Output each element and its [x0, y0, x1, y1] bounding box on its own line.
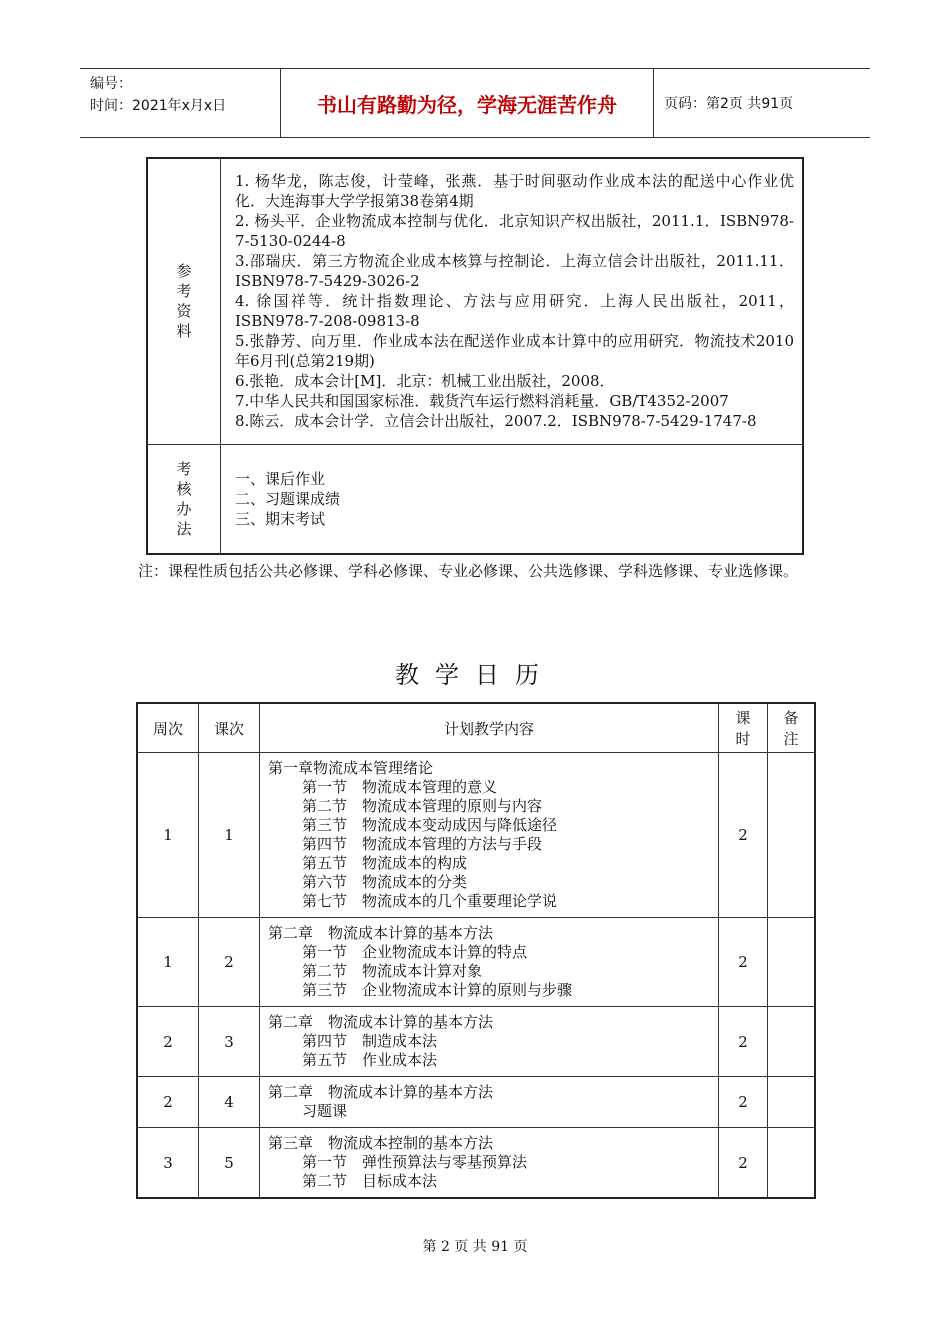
number-label: 编号：: [90, 76, 132, 92]
reference-item: 3.邵瑞庆．第三方物流企业成本核算与控制论．上海立信会计出版社，2011.11．ISBN978-7-5429-3026-2: [235, 252, 794, 291]
reference-item: 8.陈云．成本会计学．立信会计出版社，2007.2．ISBN978-7-5429-1747-8: [235, 412, 757, 431]
chapter-title: 第三章 物流成本控制的基本方法: [268, 1134, 494, 1152]
content-cell: [260, 1007, 719, 1077]
section-item: 第二节 物流成本计算对象: [302, 962, 483, 980]
section-item: 第三节 物流成本变动成因与降低途径: [302, 816, 558, 834]
calendar-title: 教学日历: [395, 661, 555, 689]
page-footer: 第 2 页 共 91 页: [422, 1239, 528, 1255]
section-item: 第二节 目标成本法: [302, 1172, 438, 1190]
week-cell: 1: [137, 918, 199, 1007]
hours-cell: 2: [719, 1128, 768, 1199]
week-cell: 2: [137, 1077, 199, 1128]
assessment-item: 三、期末考试: [235, 509, 326, 528]
section-item: 第四节 物流成本管理的方法与手段: [302, 835, 543, 853]
references-label-text: 参 考 资 料: [176, 262, 192, 341]
assessment-list: [221, 444, 804, 554]
section-item: 第一节 企业物流成本计算的特点: [302, 943, 528, 961]
chapter-title: 第二章 物流成本计算的基本方法: [268, 1013, 494, 1031]
header-meta: [80, 69, 281, 137]
section-item: 第五节 作业成本法: [302, 1051, 438, 1069]
assessment-item: 二、习题课成绩: [235, 489, 341, 508]
section-item: 第一节 物流成本管理的意义: [302, 778, 498, 796]
content-cell: [260, 918, 719, 1007]
reference-item: 4. 徐国祥等．统计指数理论、方法与应用研究．上海人民出版社，2011，ISBN978-7-208-09813-8: [235, 292, 794, 331]
assessment-row: [147, 444, 803, 554]
chapter-title: 第一章物流成本管理绪论: [268, 759, 434, 777]
motto: 书山有路勤为径，学海无涯苦作舟: [281, 69, 654, 137]
lesson-header: 课次: [199, 703, 260, 753]
lesson-cell: 4: [199, 1077, 260, 1128]
content-cell: [260, 753, 719, 918]
section-item: 第二节 物流成本管理的原则与内容: [302, 797, 543, 815]
reference-item: 1. 杨华龙，陈志俊，计莹峰，张燕．基于时间驱动作业成本法的配送中心作业优化．大连海事大学学报第38卷第4期: [235, 172, 794, 211]
references-label: [147, 158, 221, 444]
assessment-label-text: 考 核 办 法: [176, 459, 192, 538]
reference-item: 2. 杨头平．企业物流成本控制与优化．北京知识产权出版社，2011.1．ISBN978-7-5130-0244-8: [235, 212, 794, 251]
week-header: 周次: [137, 703, 199, 753]
content-cell: [260, 1128, 719, 1199]
chapter-title: 第二章 物流成本计算的基本方法: [268, 1083, 494, 1101]
hours-cell: 2: [719, 1007, 768, 1077]
content-cell: [260, 1077, 719, 1128]
section-item: 习题课: [302, 1102, 348, 1120]
reference-table: [146, 157, 804, 555]
calendar-row: [137, 753, 815, 918]
week-cell: 2: [137, 1007, 199, 1077]
hours-cell: 2: [719, 753, 768, 918]
calendar-row: [137, 1077, 815, 1128]
week-cell: 1: [137, 753, 199, 918]
assessment-item: 一、课后作业: [235, 469, 326, 488]
lesson-cell: 5: [199, 1128, 260, 1199]
content-header: 计划教学内容: [260, 703, 719, 753]
remark-cell: [768, 1007, 816, 1077]
remark-header: [768, 703, 816, 753]
course-note: 注：课程性质包括公共必修课、学科必修课、专业必修课、公共选修课、学科选修课、专业选修课。: [138, 562, 799, 580]
remark-cell: [768, 918, 816, 1007]
section-item: 第三节 企业物流成本计算的原则与步骤: [302, 981, 573, 999]
calendar-table: [136, 702, 816, 1199]
reference-item: 5.张静芳、向万里．作业成本法在配送作业成本计算中的应用研究．物流技术2010年6月刊(总第219期): [235, 332, 794, 371]
section-item: 第五节 物流成本的构成: [302, 854, 468, 872]
calendar-row: [137, 918, 815, 1007]
chapter-title: 第二章 物流成本计算的基本方法: [268, 924, 494, 942]
lesson-cell: 1: [199, 753, 260, 918]
calendar-row: [137, 1128, 815, 1199]
remark-header-text: 备 注: [783, 709, 799, 748]
week-cell: 3: [137, 1128, 199, 1199]
reference-item: 6.张艳．成本会计[M]．北京：机械工业出版社，2008．: [235, 372, 615, 391]
remark-cell: [768, 753, 816, 918]
page-header: [80, 68, 870, 138]
hours-header: [719, 703, 768, 753]
remark-cell: [768, 1077, 816, 1128]
section-item: 第六节 物流成本的分类: [302, 873, 468, 891]
references-list: [221, 158, 804, 444]
time-label: 时间：2021年x月x日: [90, 98, 227, 114]
calendar-body: [137, 753, 815, 1199]
section-item: 第七节 物流成本的几个重要理论学说: [302, 892, 558, 910]
calendar-header-row: [137, 703, 815, 753]
remark-cell: [768, 1128, 816, 1199]
references-row: [147, 158, 803, 444]
hours-header-text: 课 时: [735, 709, 751, 748]
section-item: 第一节 弹性预算法与零基预算法: [302, 1153, 528, 1171]
assessment-label: [147, 444, 221, 554]
reference-item: 7.中华人民共和国国家标准．载货汽车运行燃料消耗量．GB/T4352-2007: [235, 392, 729, 411]
lesson-cell: 3: [199, 1007, 260, 1077]
hours-cell: 2: [719, 918, 768, 1007]
lesson-cell: 2: [199, 918, 260, 1007]
calendar-row: [137, 1007, 815, 1077]
hours-cell: 2: [719, 1077, 768, 1128]
page-info: 页码：第2页 共91页: [664, 96, 794, 112]
section-item: 第四节 制造成本法: [302, 1032, 438, 1050]
